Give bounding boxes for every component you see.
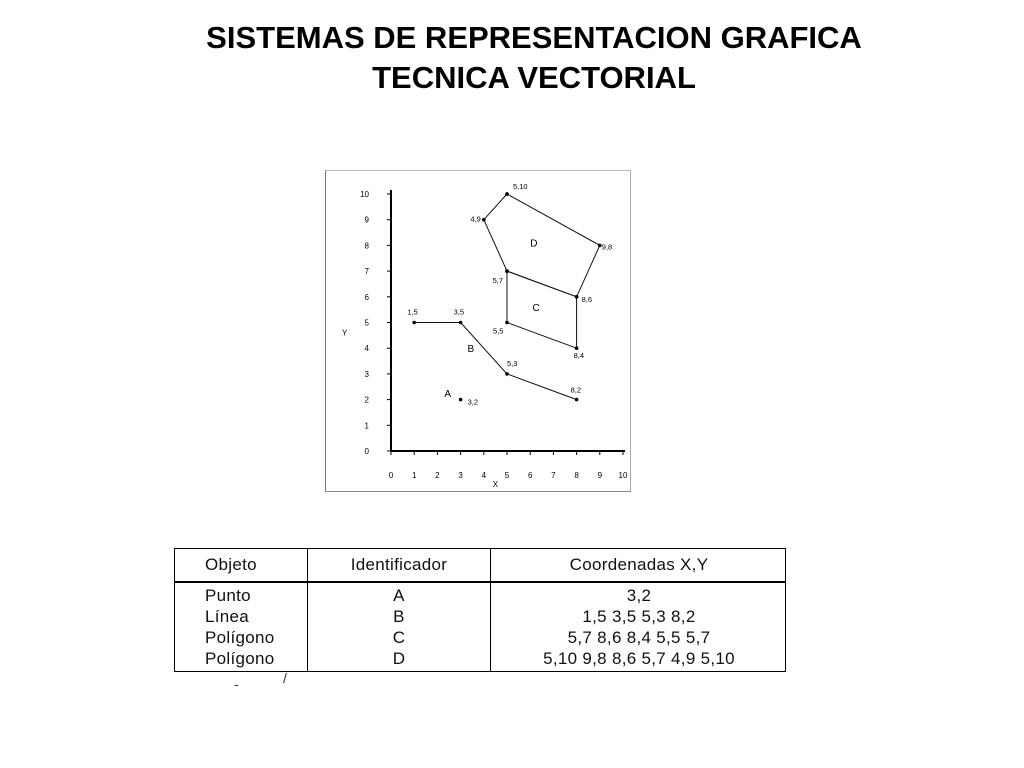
coordinate-label: 5,7: [492, 276, 503, 286]
y-tick-label: 8: [364, 241, 369, 251]
object-id-b: B: [467, 344, 475, 356]
vertex-point: [505, 192, 509, 196]
row-3-identificador: C: [392, 628, 406, 647]
coordinate-label: 9,8: [601, 242, 613, 252]
coordinate-label: 8,4: [573, 351, 585, 361]
coordinate-label: 1,5: [407, 307, 418, 317]
coordinate-label: 5,5: [493, 326, 504, 336]
row-1-objeto: Punto: [205, 586, 251, 605]
title-line-2: TECNICA VECTORIAL: [372, 60, 696, 95]
vertex-point: [575, 398, 579, 402]
coordinate-label: 8,6: [581, 294, 593, 304]
y-tick-label: 1: [364, 421, 369, 431]
table-header: [175, 549, 785, 583]
y-tick-label: 10: [360, 190, 369, 199]
chart-canvas: [326, 171, 630, 491]
object-id-c: C: [532, 302, 540, 314]
header-objeto: Objeto: [205, 555, 257, 574]
row-2-identificador: B: [393, 607, 405, 626]
x-tick-label: 5: [504, 471, 510, 480]
object-id-d: D: [530, 238, 538, 250]
row-4-coordenadas: 5,10 9,8 8,6 5,7 4,9 5,10: [543, 649, 735, 668]
vertex-point: [505, 321, 509, 325]
vector-table: [174, 548, 786, 672]
scan-mark: -: [234, 676, 239, 692]
object-c-path: [507, 271, 577, 348]
row-2-coordenadas: 1,5 3,5 5,3 8,2: [582, 607, 696, 626]
y-tick-label: 9: [364, 215, 369, 225]
header-identificador: Identificador: [350, 555, 448, 574]
x-tick-label: 0: [388, 471, 394, 480]
x-tick-label: 3: [458, 471, 463, 480]
title-line-1: SISTEMAS DE REPRESENTACION GRAFICA: [206, 20, 862, 55]
coordinate-label: 8,2: [570, 385, 582, 395]
row-2-objeto: Línea: [205, 607, 250, 626]
y-tick-label: 5: [364, 318, 369, 328]
vector-chart: [325, 170, 631, 492]
row-1-identificador: A: [393, 586, 405, 605]
x-tick-label: 7: [551, 471, 556, 480]
vertex-point: [459, 398, 463, 402]
coordinate-label: 5,3: [507, 358, 518, 368]
vertex-point: [575, 295, 579, 299]
coordinate-label: 3,2: [467, 397, 479, 407]
vertex-point: [505, 372, 509, 376]
y-tick-label: 3: [364, 369, 369, 379]
x-axis-label: X: [492, 480, 499, 489]
coordinate-label: 4,9: [470, 214, 481, 224]
y-axis-label: Y: [342, 328, 348, 338]
x-tick-label: 10: [618, 471, 628, 480]
y-tick-label: 0: [364, 447, 369, 456]
row-4-identificador: D: [392, 649, 406, 668]
row-4-objeto: Polígono: [205, 649, 275, 668]
row-3-coordenadas: 5,7 8,6 8,4 5,5 5,7: [567, 628, 711, 647]
vertex-point: [412, 321, 416, 325]
vertex-point: [575, 346, 579, 350]
coordinate-label: 3,5: [453, 307, 465, 317]
x-tick-label: 2: [435, 471, 440, 480]
vertex-point: [459, 321, 463, 325]
x-tick-label: 1: [411, 471, 417, 480]
slide-title: [0, 18, 1024, 98]
x-tick-label: 9: [597, 471, 603, 480]
x-tick-label: 6: [527, 471, 533, 480]
header-coordenadas: Coordenadas X,Y: [569, 555, 709, 574]
y-tick-label: 4: [364, 344, 369, 354]
scan-mark: /: [283, 670, 287, 686]
x-tick-label: 4: [481, 471, 487, 480]
vertex-point: [482, 218, 486, 222]
y-tick-label: 2: [364, 395, 369, 405]
x-tick-label: 8: [574, 471, 579, 480]
y-tick-label: 7: [364, 267, 369, 277]
vertex-point: [505, 269, 509, 273]
coordinate-label: 5,10: [513, 182, 528, 191]
object-id-a: A: [444, 389, 452, 401]
y-tick-label: 6: [364, 292, 369, 302]
row-1-coordenadas: 3,2: [626, 586, 652, 605]
row-3-objeto: Polígono: [205, 628, 275, 647]
